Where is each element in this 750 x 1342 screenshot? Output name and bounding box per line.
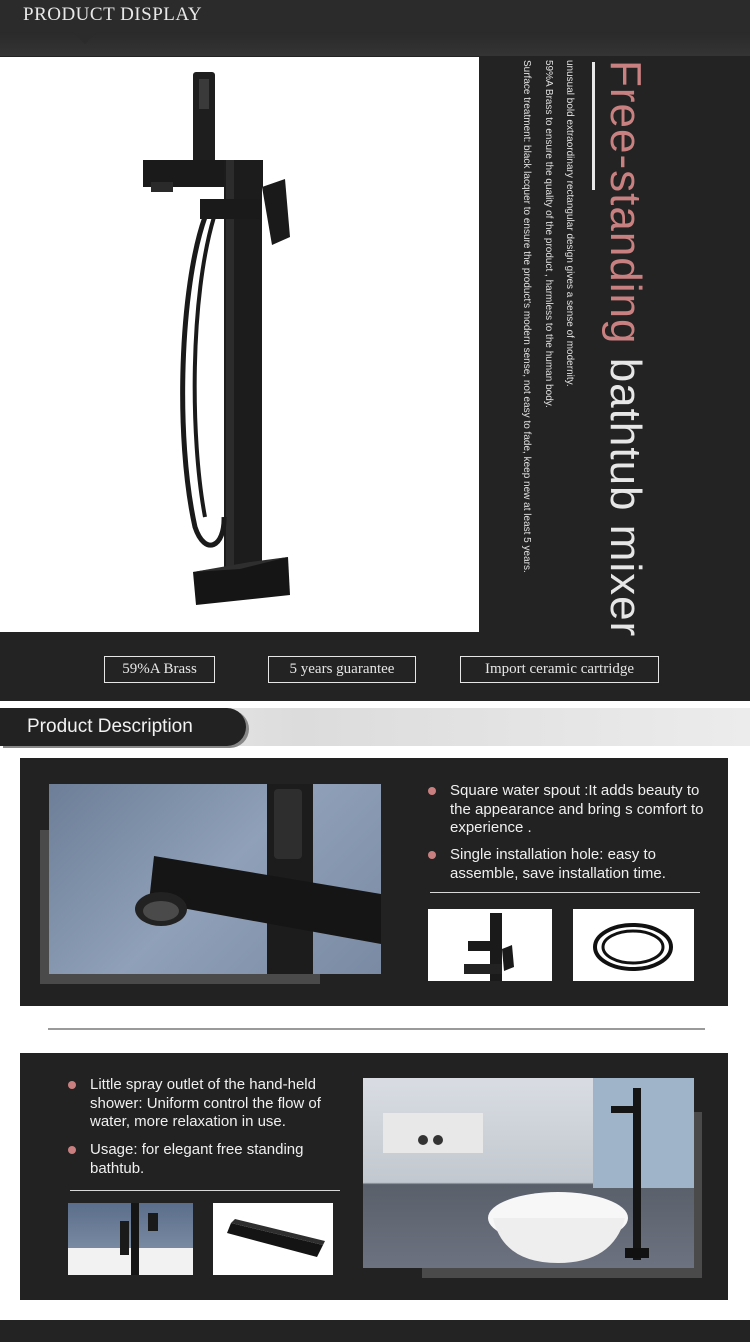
feature-badge-brass: 59%A Brass: [104, 656, 215, 683]
bullet-dot: [428, 787, 436, 795]
product-photo: [0, 57, 479, 632]
bullet-dot: [68, 1081, 76, 1089]
panel2-bullet-2: [90, 1141, 350, 1178]
hand-shower-thumbnail: [68, 1203, 193, 1275]
feature-badge-guarantee: 5 years guarantee: [268, 656, 416, 683]
bullet-text: Usage: for elegant free standing bathtub.: [90, 1141, 304, 1177]
bullet-text: Square water spout :It adds beauty to the appearance and bring s comfort to experience .: [450, 782, 704, 836]
hero-title: [600, 60, 650, 638]
bathroom-illustration: [363, 1078, 694, 1268]
bullet-text: Single installation hole: easy to assemble, save installation time.: [450, 846, 666, 882]
panel2-bullet-1: [90, 1076, 350, 1132]
hero-title-rest: bathtub mixer: [601, 344, 650, 638]
bullet-dot: [68, 1146, 76, 1154]
panel1-bullet-2: [450, 846, 705, 883]
panel1-bullet-1: [450, 782, 705, 838]
spout-closeup-photo: [49, 784, 381, 974]
hand-shower-illustration: [68, 1203, 193, 1275]
hose-thumbnail: [573, 909, 694, 981]
spout-illustration: [49, 784, 381, 974]
description-title: Product Description: [27, 716, 193, 737]
hero-line-3: Surface treatment: black lacquer to ensure the product's modern sense, not easy to fade, keep new at least 5 years.: [521, 60, 532, 573]
footer-bar: [0, 1320, 750, 1342]
header-notch: [73, 32, 97, 44]
shower-head-thumbnail: [213, 1203, 333, 1275]
section-divider: [48, 1028, 705, 1030]
faucet-illustration: [0, 57, 479, 632]
mixer-body-illustration: [428, 909, 552, 981]
section-title: PRODUCT DISPLAY: [23, 4, 203, 25]
header-band: [0, 32, 750, 56]
feature-badge-cartridge: Import ceramic cartridge: [460, 656, 659, 683]
bullet-dot: [428, 851, 436, 859]
hose-illustration: [573, 909, 694, 981]
hero-line-2: 59%A Brass to ensure the quality of the product , harmless to the human body.: [543, 60, 554, 408]
mixer-body-thumbnail: [428, 909, 552, 981]
bathroom-scene-photo: [363, 1078, 694, 1268]
bullet-text: Little spray outlet of the hand-held shower: Uniform control the flow of water, more relaxation in use.: [90, 1076, 321, 1130]
shower-head-illustration: [213, 1203, 333, 1275]
hero-line-1: unusual bold extraordinary rectangular design gives a sense of modernity.: [564, 60, 575, 387]
title-divider: [592, 62, 595, 190]
hero-title-accent: Free-standing: [601, 60, 650, 345]
panel2-separator: [70, 1190, 340, 1191]
panel1-separator: [430, 892, 700, 893]
